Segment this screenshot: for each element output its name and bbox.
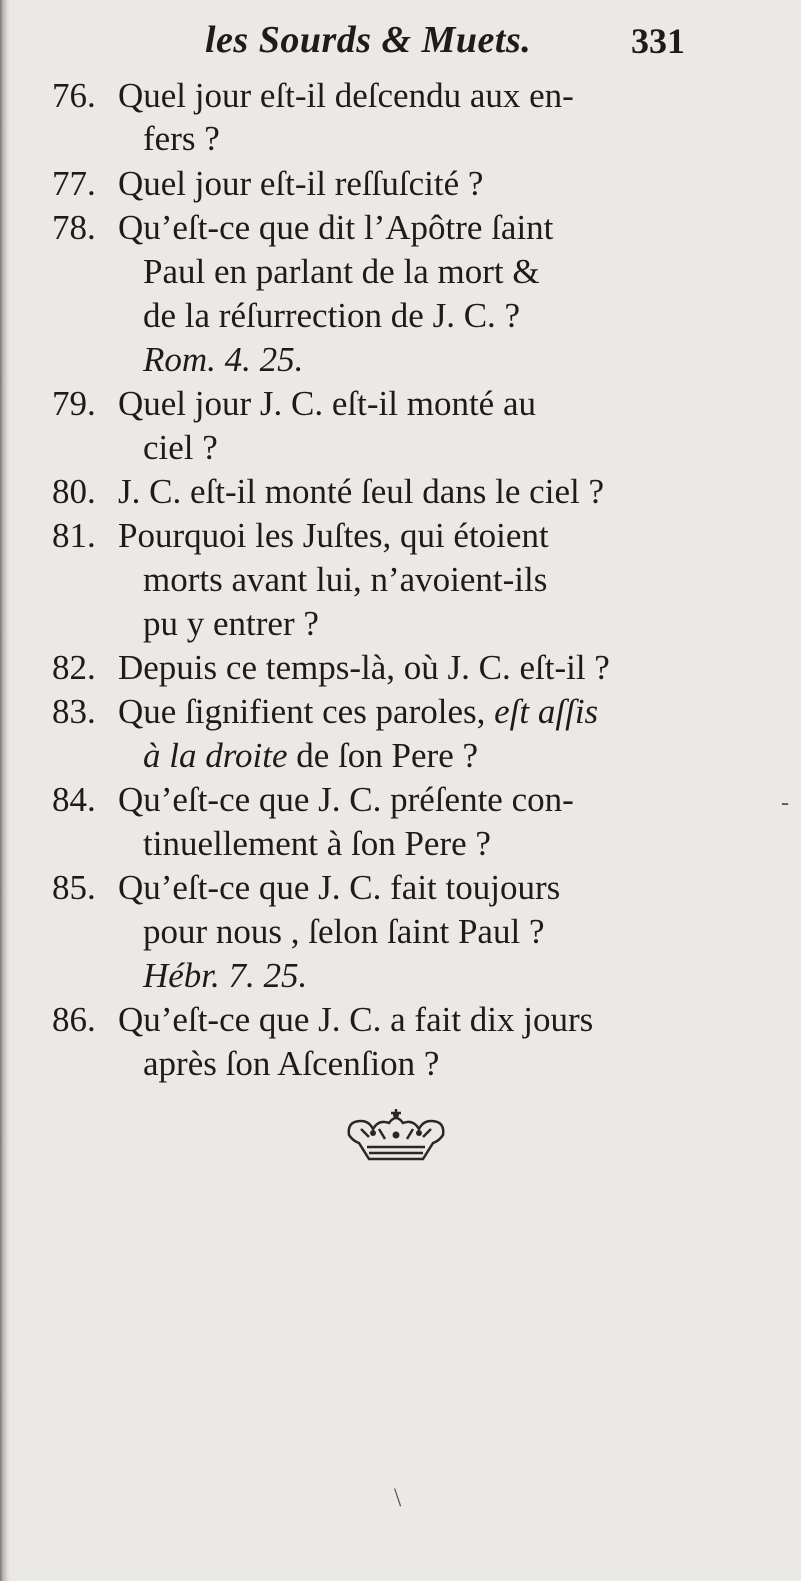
question-line: Pourquoi les Juſtes, qui étoient	[118, 516, 549, 555]
binding-shadow	[0, 0, 10, 1581]
question-number: 86.	[52, 1000, 96, 1039]
crown-ornament-icon	[339, 1107, 453, 1167]
question-line: Qu’eſt-ce que J. C. a fait dix jours	[118, 1000, 594, 1039]
question-line: J. C. eſt-il monté ſeul dans le ciel ?	[118, 472, 604, 511]
page-number: 331	[631, 21, 685, 61]
question-line: après ſon Aſcenſion ?	[143, 1044, 440, 1083]
question-line	[143, 736, 478, 776]
question-line: morts avant lui, n’avoient-ils	[143, 560, 548, 599]
question-text: Que ſignifient ces paroles,	[118, 692, 495, 731]
question-line: Paul en parlant de la mort &	[143, 252, 540, 291]
question-line: ciel ?	[143, 428, 218, 467]
question-line: de la réſurrection de J. C. ?	[143, 296, 521, 335]
question-text: de ſon Pere ?	[287, 736, 479, 775]
question-number: 83.	[52, 692, 96, 731]
question-number: 85.	[52, 868, 96, 907]
question-line: Depuis ce temps-là, où J. C. eſt-il ?	[118, 648, 610, 687]
question-line	[118, 692, 598, 732]
question-line: Quel jour eſt-il reſſuſcité ?	[118, 164, 484, 203]
question-line: pu y entrer ?	[143, 604, 319, 643]
question-line: fers ?	[143, 119, 220, 158]
latin-phrase: eſt aſſis	[494, 692, 599, 731]
question-number: 84.	[52, 780, 96, 819]
question-line: Qu’eſt-ce que J. C. fait toujours	[118, 868, 561, 907]
question-number: 80.	[52, 472, 96, 511]
question-number: 79.	[52, 384, 96, 423]
question-number: 76.	[52, 76, 96, 115]
question-line: tinuellement à ſon Pere ?	[143, 824, 491, 863]
question-line: Qu’eſt-ce que dit l’Apôtre ſaint	[118, 208, 554, 247]
question-line: Qu’eſt-ce que J. C. préſente con-	[118, 780, 574, 819]
question-line: Quel jour J. C. eſt-il monté au	[118, 384, 536, 423]
question-line: pour nous , ſelon ſaint Paul ?	[143, 912, 545, 951]
latin-phrase: à la droite	[143, 736, 288, 775]
question-number: 82.	[52, 648, 96, 687]
running-title: les Sourds & Muets.	[205, 19, 532, 61]
margin-dash: -	[781, 790, 789, 816]
question-number: 77.	[52, 164, 96, 203]
scripture-citation: Hébr. 7. 25.	[143, 956, 308, 995]
scripture-citation: Rom. 4. 25.	[143, 340, 304, 379]
stray-mark: \	[394, 1483, 402, 1512]
question-line: Quel jour eſt-il deſcendu aux en-	[118, 76, 574, 115]
question-number: 78.	[52, 208, 96, 247]
page-header	[205, 12, 685, 64]
question-number: 81.	[52, 516, 96, 555]
